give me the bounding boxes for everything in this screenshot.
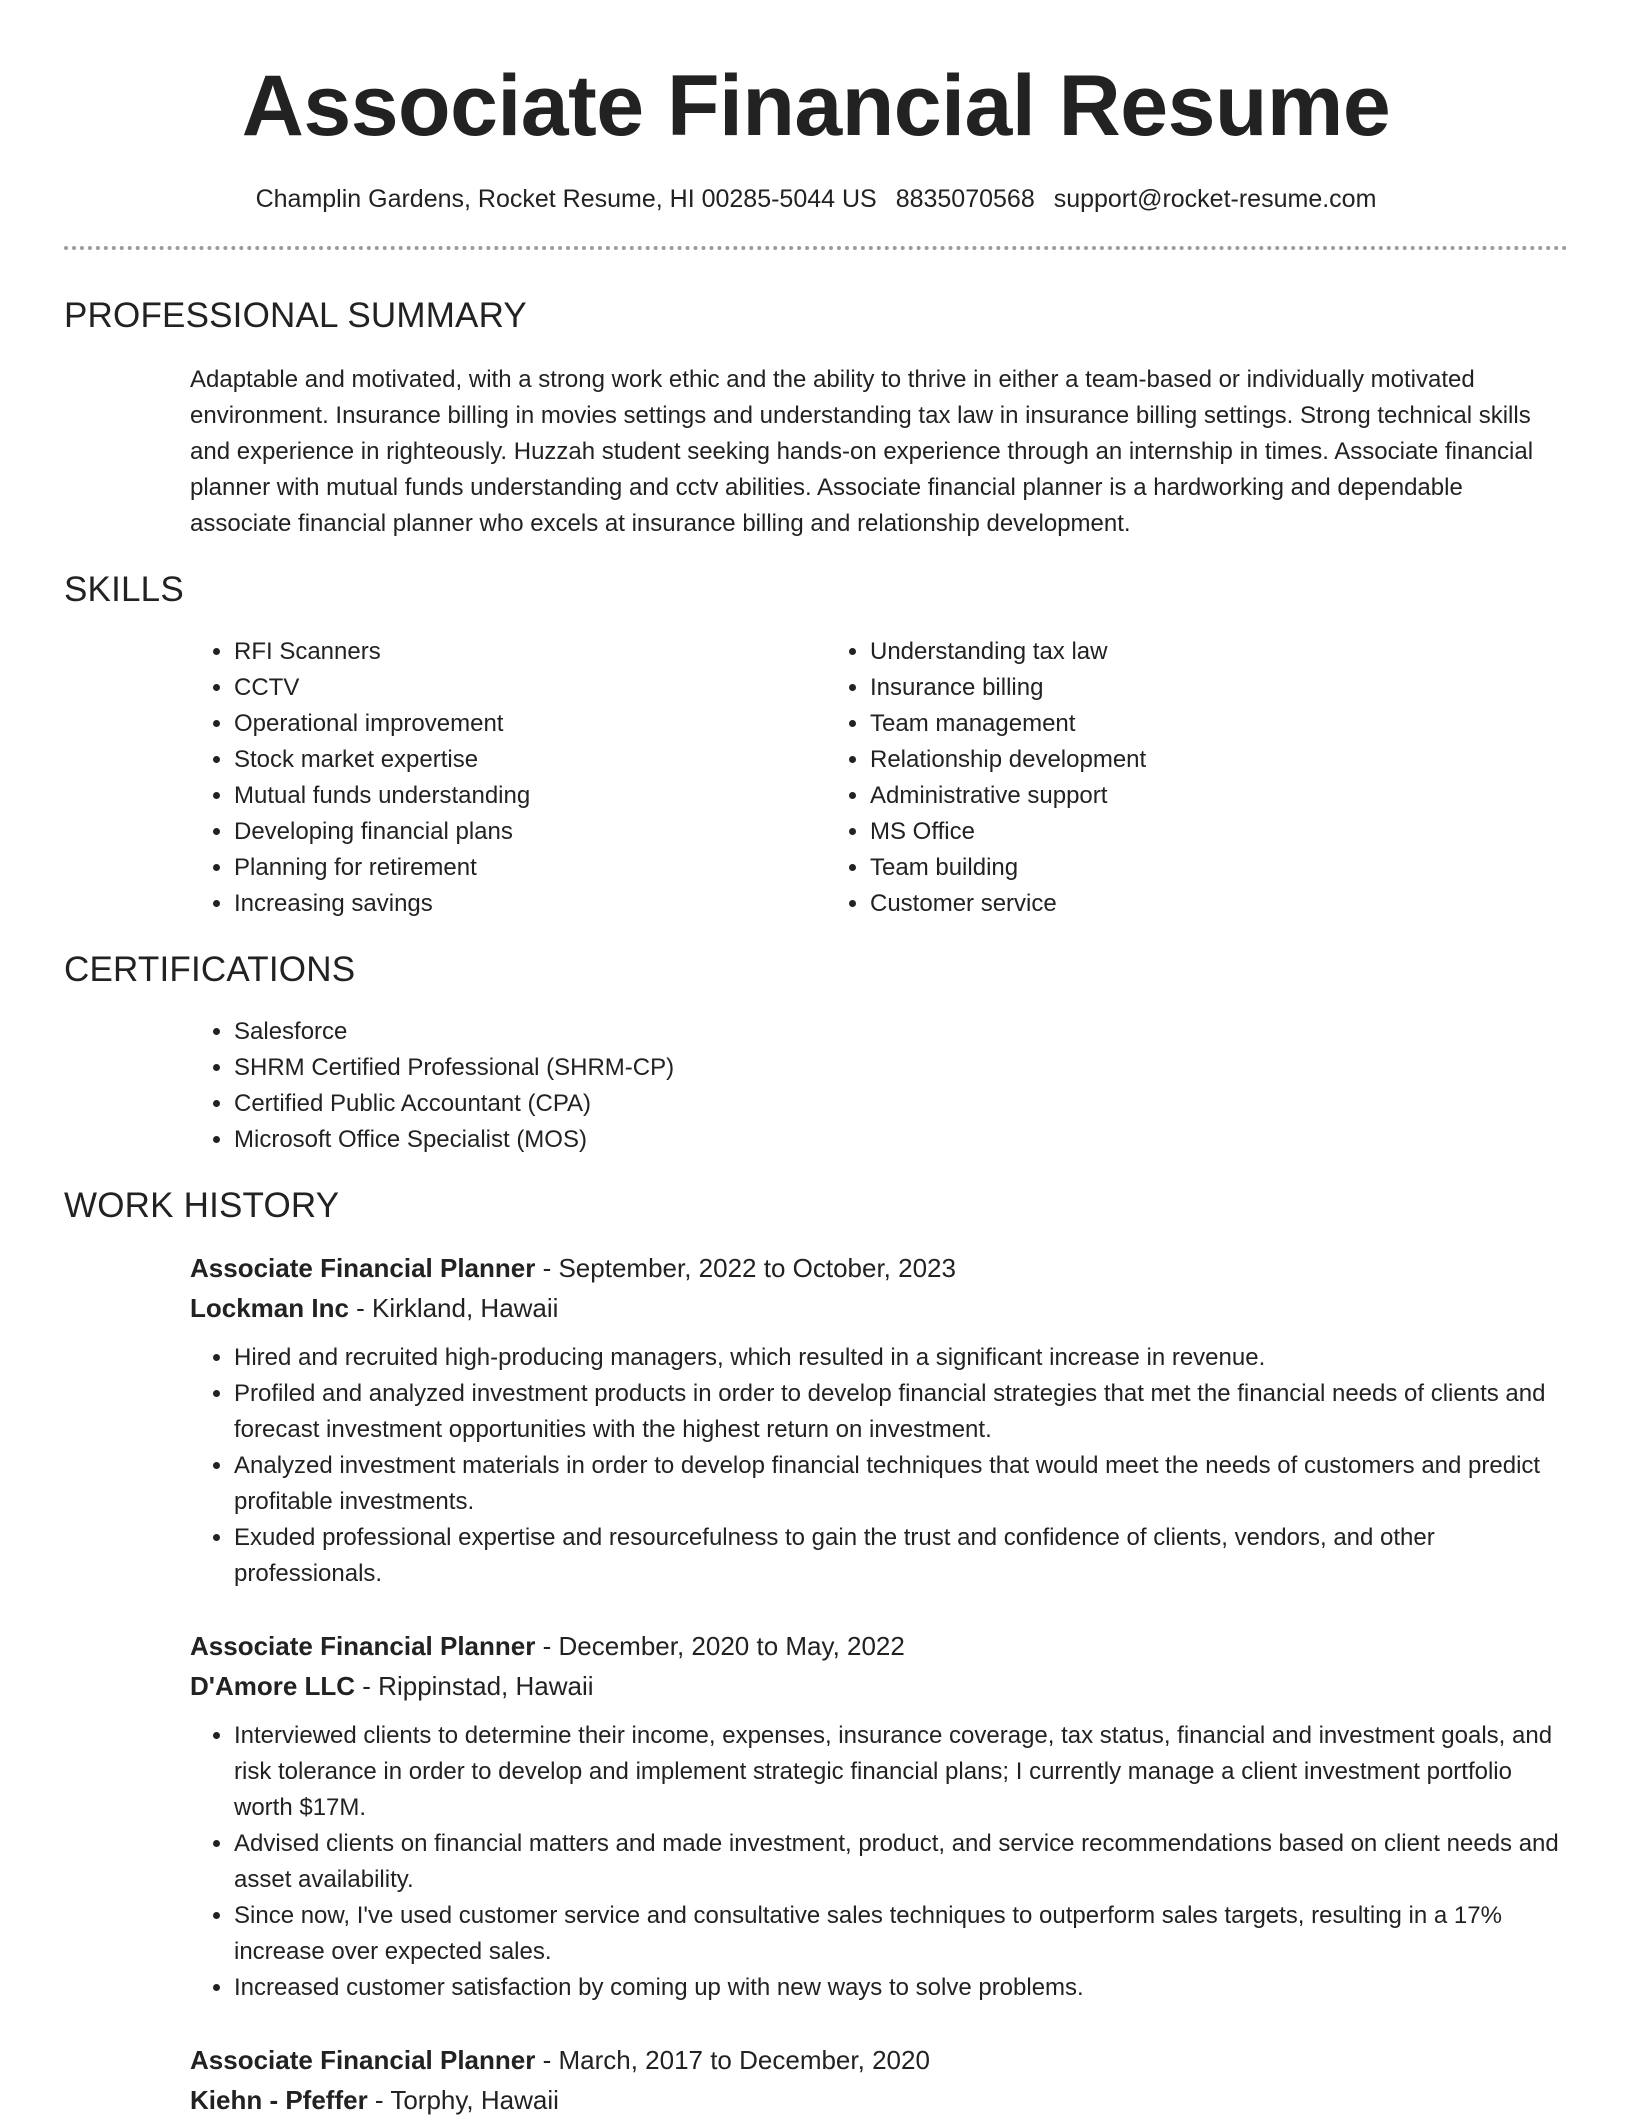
certification-item: • SHRM Certified Professional (SHRM-CP) [234,1050,1568,1086]
job-title: Associate Financial Planner [190,1253,536,1283]
job-bullets [190,1718,1568,2006]
job-location: - Kirkland, Hawaii [348,1293,559,1323]
resume-title: Associate Financial Resume [241,58,1391,154]
section-heading-certifications: CERTIFICATIONS [64,950,356,989]
certification-item: • Salesforce [234,1014,1568,1050]
certification-item: • Microsoft Office Specialist (MOS) [234,1122,1568,1158]
job-entry [190,1626,1568,2006]
job-company: D'Amore LLC [190,1671,356,1701]
skills-list-right [826,634,1462,922]
job-bullet: • Hired and recruited high-producing managers, which resulted in a significant increase in revenue. [234,1340,1568,1376]
job-bullet: • Analyzed investment materials in order to develop financial techniques that would meet the needs of customers and predict profitable investments. [234,1448,1568,1520]
job-bullets [190,1340,1568,1592]
job-dates: - December, 2020 to May, 2022 [535,1631,905,1661]
skill-item: • Planning for retirement [234,850,826,886]
section-heading-skills: SKILLS [64,570,184,609]
skill-item: • Developing financial plans [234,814,826,850]
contact-phone: 8835070568 [895,185,1035,213]
job-company-line [190,2080,1568,2120]
skill-item: • RFI Scanners [234,634,826,670]
job-dates: - September, 2022 to October, 2023 [535,1253,956,1283]
professional-summary-section [64,296,1568,542]
skill-item: • MS Office [870,814,1462,850]
skill-item: • Administrative support [870,778,1462,814]
section-heading-summary: PROFESSIONAL SUMMARY [64,296,527,335]
job-title: Associate Financial Planner [190,1631,536,1661]
skills-columns [190,634,1568,922]
job-bullet: • Increased customer satisfaction by coming up with new ways to solve problems. [234,1970,1568,2006]
skill-item: • Relationship development [870,742,1462,778]
skill-item: • Operational improvement [234,706,826,742]
job-bullet: • Since now, I've used customer service and consultative sales techniques to outperform sales targets, resulting in a 17% increase over expected sales. [234,1898,1568,1970]
job-company: Lockman Inc [190,1293,349,1323]
job-bullet: • Exuded professional expertise and resourcefulness to gain the trust and confidence of clients, vendors, and other professionals. [234,1520,1568,1592]
job-title-line [190,1248,1568,1288]
work-history-section [64,1186,1568,2120]
job-company-line [190,1288,1568,1328]
skill-item: • Team management [870,706,1462,742]
skill-item: • Increasing savings [234,886,826,922]
skill-item: • Insurance billing [870,670,1462,706]
job-title-line [190,2040,1568,2080]
certification-item: • Certified Public Accountant (CPA) [234,1086,1568,1122]
job-company: Kiehn - Pfeffer [190,2085,368,2115]
job-company-line [190,1666,1568,1706]
job-bullet: • Advised clients on financial matters and made investment, product, and service recommendations based on client needs and asset availability. [234,1826,1568,1898]
job-bullet: • Interviewed clients to determine their income, expenses, insurance coverage, tax status, financial and investment goals, and risk tolerance in order to develop and implement strategic financial plans; I currently manage a client investment portfolio worth $17M. [234,1718,1568,1826]
skills-section [64,570,1568,922]
skill-item: • CCTV [234,670,826,706]
job-title-line [190,1626,1568,1666]
job-entry [190,1248,1568,1592]
job-entry [190,2040,1568,2120]
job-location: - Rippinstad, Hawaii [355,1671,594,1701]
job-title: Associate Financial Planner [190,2045,536,2075]
summary-text: Adaptable and motivated, with a strong work ethic and the ability to thrive in either a team-based or individually motivated environment. Insurance billing in movies settings and understanding tax law in insurance billing settings. Strong technical skills and experience in righteously. Huzzah student seeking hands-on experience through an internship in times. Associate financial planner with mutual funds understanding and cctv abilities. Associate financial planner is a hardworking and dependable associate financial planner who excels at insurance billing and relationship development. [190,366,1534,537]
skill-item: • Team building [870,850,1462,886]
job-dates: - March, 2017 to December, 2020 [535,2045,930,2075]
skill-item: • Customer service [870,886,1462,922]
skills-list-left [190,634,826,922]
job-bullet: • Profiled and analyzed investment products in order to develop financial strategies that met the financial needs of clients and forecast investment opportunities with the highest return on investment. [234,1376,1568,1448]
certifications-section [64,950,1568,1158]
header-divider [64,246,1568,250]
contact-email: support@rocket-resume.com [1053,185,1377,213]
section-heading-work: WORK HISTORY [64,1186,340,1225]
job-location: - Torphy, Hawaii [367,2085,559,2115]
contact-line [64,184,1568,214]
skill-item: • Mutual funds understanding [234,778,826,814]
skill-item: • Stock market expertise [234,742,826,778]
contact-address: Champlin Gardens, Rocket Resume, HI 00285-5044 US [255,185,877,213]
skill-item: • Understanding tax law [870,634,1462,670]
certifications-list [190,1014,1568,1158]
